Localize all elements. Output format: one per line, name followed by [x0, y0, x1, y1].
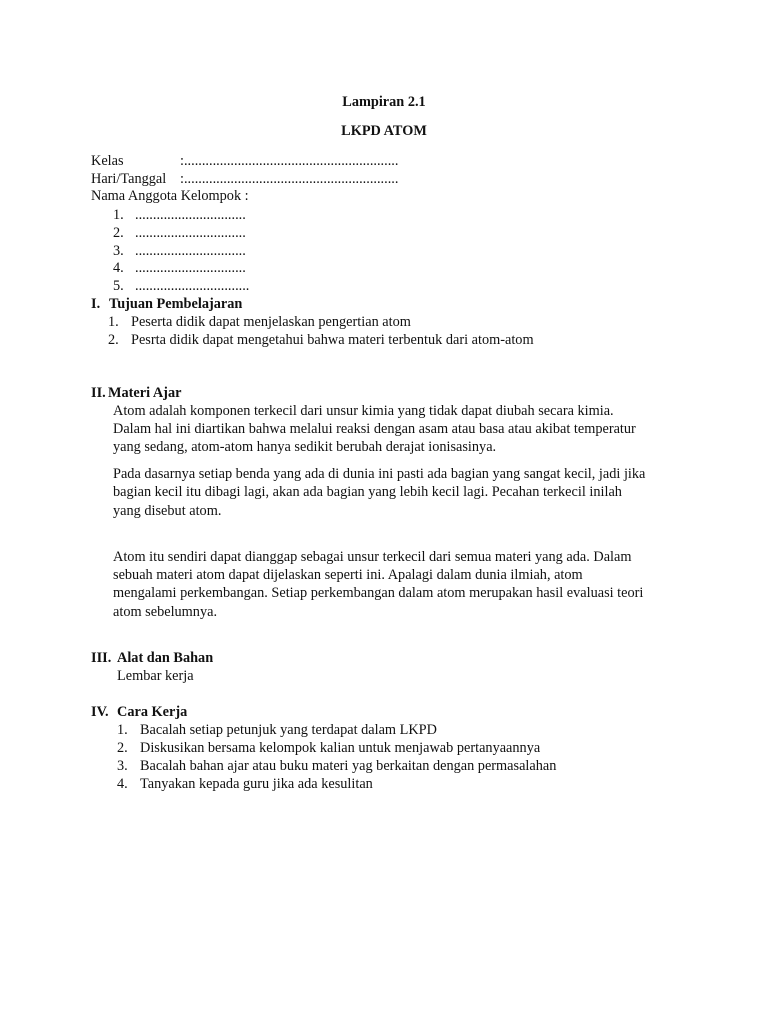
member-field: ................................: [135, 278, 250, 294]
section-number: I.: [91, 296, 101, 312]
list-item: Diskusikan bersama kelompok kalian untuk menjawab pertanyaannya: [140, 740, 541, 756]
paragraph-line: Dalam hal ini diartikan bahwa melalui reaksi dengan asam atau basa atau akibat temperatur: [113, 421, 636, 437]
list-number: 1.: [117, 722, 128, 738]
member-number: 1.: [113, 207, 124, 223]
paragraph-line: Pada dasarnya setiap benda yang ada di dunia ini pasti ada bagian yang sangat kecil, jadi jika: [113, 466, 646, 482]
list-number: 4.: [117, 776, 128, 792]
paragraph-line: atom sebelumnya.: [113, 604, 218, 620]
paragraph-line: bagian kecil itu dibagi lagi, akan ada bagian yang lebih kecil lagi. Pecahan terkecil inilah: [113, 484, 622, 500]
list-number: 3.: [117, 758, 128, 774]
paragraph-line: sebuah materi atom dapat dijelaskan seperti ini. Apalagi dalam dunia ilmiah, atom: [113, 567, 583, 583]
section-title: Cara Kerja: [117, 704, 188, 720]
member-number: 5.: [113, 278, 124, 294]
attachment-label: Lampiran 2.1: [342, 94, 426, 110]
section-number: IV.: [91, 704, 109, 720]
paragraph-line: mengalami perkembangan. Setiap perkembangan dalam atom merupakan hasil evaluasi teori: [113, 585, 644, 601]
paragraph-line: yang sedang, atom-atom hanya sedikit berubah derajat ionisasinya.: [113, 439, 497, 455]
member-field: ...............................: [135, 260, 246, 276]
page-title: LKPD ATOM: [341, 123, 427, 139]
list-item: Tanyakan kepada guru jika ada kesulitan: [140, 776, 373, 792]
paragraph-line: yang disebut atom.: [113, 503, 222, 519]
member-field: ...............................: [135, 207, 246, 223]
list-item: Pesrta didik dapat mengetahui bahwa materi terbentuk dari atom-atom: [131, 332, 534, 348]
list-number: 2.: [108, 332, 119, 348]
section-number: III.: [91, 650, 112, 666]
member-field: ...............................: [135, 225, 246, 241]
paragraph-line: Atom itu sendiri dapat dianggap sebagai unsur terkecil dari semua materi yang ada. Dalam: [113, 549, 632, 565]
list-number: 2.: [117, 740, 128, 756]
paragraph-line: Atom adalah komponen terkecil dari unsur kimia yang tidak dapat diubah secara kimia.: [113, 403, 614, 419]
section-content: Lembar kerja: [117, 668, 194, 684]
section-title: Materi Ajar: [108, 385, 182, 401]
member-field: ...............................: [135, 243, 246, 259]
list-item: Bacalah setiap petunjuk yang terdapat dalam LKPD: [140, 722, 437, 738]
class-label: Kelas: [91, 153, 124, 169]
section-title: Alat dan Bahan: [117, 650, 214, 666]
member-number: 2.: [113, 225, 124, 241]
member-number: 3.: [113, 243, 124, 259]
members-label: Nama Anggota Kelompok :: [91, 188, 249, 204]
section-title: Tujuan Pembelajaran: [109, 296, 243, 312]
date-field: :............................................................: [180, 171, 399, 187]
section-number: II.: [91, 385, 106, 401]
class-field: :............................................................: [180, 153, 399, 169]
list-number: 1.: [108, 314, 119, 330]
member-number: 4.: [113, 260, 124, 276]
list-item: Peserta didik dapat menjelaskan pengertian atom: [131, 314, 411, 330]
date-label: Hari/Tanggal: [91, 171, 167, 187]
list-item: Bacalah bahan ajar atau buku materi yag berkaitan dengan permasalahan: [140, 758, 557, 774]
